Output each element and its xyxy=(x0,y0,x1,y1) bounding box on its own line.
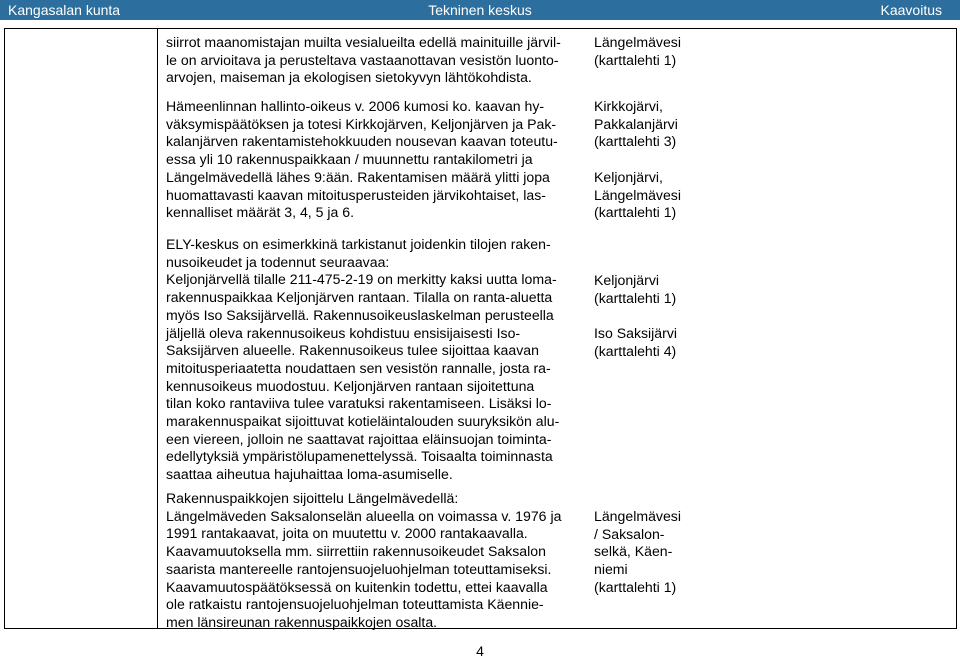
text-line: jäljellä oleva rakennusoikeus kohdistuu ensisijaisesti Iso- xyxy=(166,324,521,341)
map-reference xyxy=(594,34,681,69)
text-line: kennalliset määrät 3, 4, 5 ja 6. xyxy=(166,204,355,221)
reference-line: Kirkkojärvi, xyxy=(594,98,663,114)
reference-line: (karttalehti 1) xyxy=(594,204,677,221)
text-line: myös Iso Saksijärvellä. Rakennusoikeuslaskelman perusteella xyxy=(166,306,554,323)
text-line: Kaavamuutoksella mm. siirrettiin rakennusoikeudet Saksalon xyxy=(166,543,546,560)
text-line: ole ratkaistu rantojensuojeluohjelman toteuttamista Käennie- xyxy=(166,596,544,613)
text-line: kennusoikeus muodostuu. Keljonjärven rantaan sijoitettuna xyxy=(166,377,535,394)
text-line: men länsireunan rakennuspaikkojen osalta. xyxy=(166,613,438,630)
reference-line: Längelmävesi xyxy=(594,34,681,50)
table-border-right xyxy=(956,28,957,628)
text-line: huomattavasti kaavan mitoitusperusteiden järvikohtaiset, las- xyxy=(166,186,546,203)
reference-line: / Saksalon- xyxy=(594,525,665,542)
text-line: arvojen, maiseman ja ekologisen sietokyvyn lähtökohdista. xyxy=(166,69,532,86)
reference-line: (karttalehti 1) xyxy=(594,578,677,595)
reference-line: Pakkalanjärvi xyxy=(594,115,678,132)
text-line: edellytyksiä ympäristölupamenettelyssä. Toisaalta toiminnasta xyxy=(166,448,553,465)
table-border-left xyxy=(4,28,5,628)
reference-line: Keljonjärvi xyxy=(594,272,660,288)
map-reference xyxy=(594,508,681,597)
reference-line: Längelmävesi xyxy=(594,508,681,524)
text-line: marakennuspaikat sijoittuvat kotieläintalouden suuryksikön alu- xyxy=(166,413,560,430)
page-number: 4 xyxy=(476,643,484,659)
reference-line: Iso Saksijärvi xyxy=(594,325,678,342)
map-reference xyxy=(594,272,677,361)
text-line: Hämeenlinnan hallinto-oikeus v. 2006 kumosi ko. kaavan hy- xyxy=(166,98,545,114)
text-line: kalanjärven rakentamistehokkuuden nousevan kaavan toteutu- xyxy=(166,133,558,150)
reference-line: niemi xyxy=(594,561,628,578)
text-line: tilan koko rantaviiva tulee varatuksi rakentamiseen. Lisäksi lo- xyxy=(166,395,552,412)
reference-line: (karttalehti 4) xyxy=(594,342,677,359)
reference-line: (karttalehti 1) xyxy=(594,289,677,306)
text-line: le on arvioitava ja perusteltava vastaanottavan vesistön luonto- xyxy=(166,51,559,68)
text-line: väksymispäätöksen ja totesi Kirkkojärven, Keljonjärven ja Pak- xyxy=(166,115,557,132)
reference-line: (karttalehti 3) xyxy=(594,133,677,150)
text-line: essa yli 10 rakennuspaikkaan / muunnettu rantakilometri ja xyxy=(166,151,533,168)
reference-line: selkä, Käen- xyxy=(594,543,673,560)
header-municipality: Kangasalan kunta xyxy=(8,2,121,18)
body-paragraph xyxy=(166,98,558,222)
text-line: siirrot maanomistajan muilta vesialueilta edellä mainituille järvil- xyxy=(166,34,561,50)
text-line: 1991 rantakaavat, joita on muutettu v. 2000 rantakaavalla. xyxy=(166,525,528,542)
text-line: een viereen, jolloin ne saattavat rajoittaa eläinsuojan toiminta- xyxy=(166,430,552,447)
text-line: Saksijärven alueelle. Rakennusoikeus tulee sijoittaa kaavan xyxy=(166,342,539,359)
text-line: saarista mantereelle rantojensuojeluohjelman toteuttamiseksi. xyxy=(166,560,552,577)
text-line: rakennuspaikkaa Keljonjärven rantaan. Tilalla on ranta-aluetta xyxy=(166,289,553,306)
header-unit: Kaavoitus xyxy=(880,2,942,18)
body-paragraph xyxy=(166,34,561,87)
header-department: Tekninen keskus xyxy=(428,2,532,18)
text-line: saattaa aiheutua hajuhaittaa loma-asumiselle. xyxy=(166,466,453,483)
reference-line: Längelmävesi xyxy=(594,186,681,203)
body-paragraph xyxy=(166,490,561,632)
table-border-top xyxy=(4,28,957,29)
reference-spacer xyxy=(594,151,681,169)
text-line: ELY-keskus on esimerkkinä tarkistanut joidenkin tilojen raken- xyxy=(166,236,551,252)
text-line: Rakennuspaikkojen sijoittelu Längelmävedellä: xyxy=(166,490,459,506)
map-reference xyxy=(594,98,681,222)
document-header xyxy=(0,0,960,20)
reference-line: (karttalehti 1) xyxy=(594,51,677,68)
text-line: Keljonjärvellä tilalle 211-475-2-19 on merkitty kaksi uutta loma- xyxy=(166,271,557,288)
reference-spacer xyxy=(594,307,677,325)
text-line: Längelmäveden Saksalonselän alueella on voimassa v. 1976 ja xyxy=(166,507,562,524)
reference-line: Keljonjärvi, xyxy=(594,168,663,185)
text-line: mitoitusperiaatetta noudattaen sen vesistön rannalle, josta ra- xyxy=(166,359,551,376)
column-divider xyxy=(157,28,158,628)
text-line: Längelmävedellä lähes 9:ään. Rakentamisen määrä ylitti jopa xyxy=(166,168,550,185)
text-line: nusoikeudet ja todennut seuraavaa: xyxy=(166,253,390,270)
text-line: Kaavamuutospäätöksessä on kuitenkin todettu, ettei kaavalla xyxy=(166,578,548,595)
body-paragraph xyxy=(166,236,559,484)
